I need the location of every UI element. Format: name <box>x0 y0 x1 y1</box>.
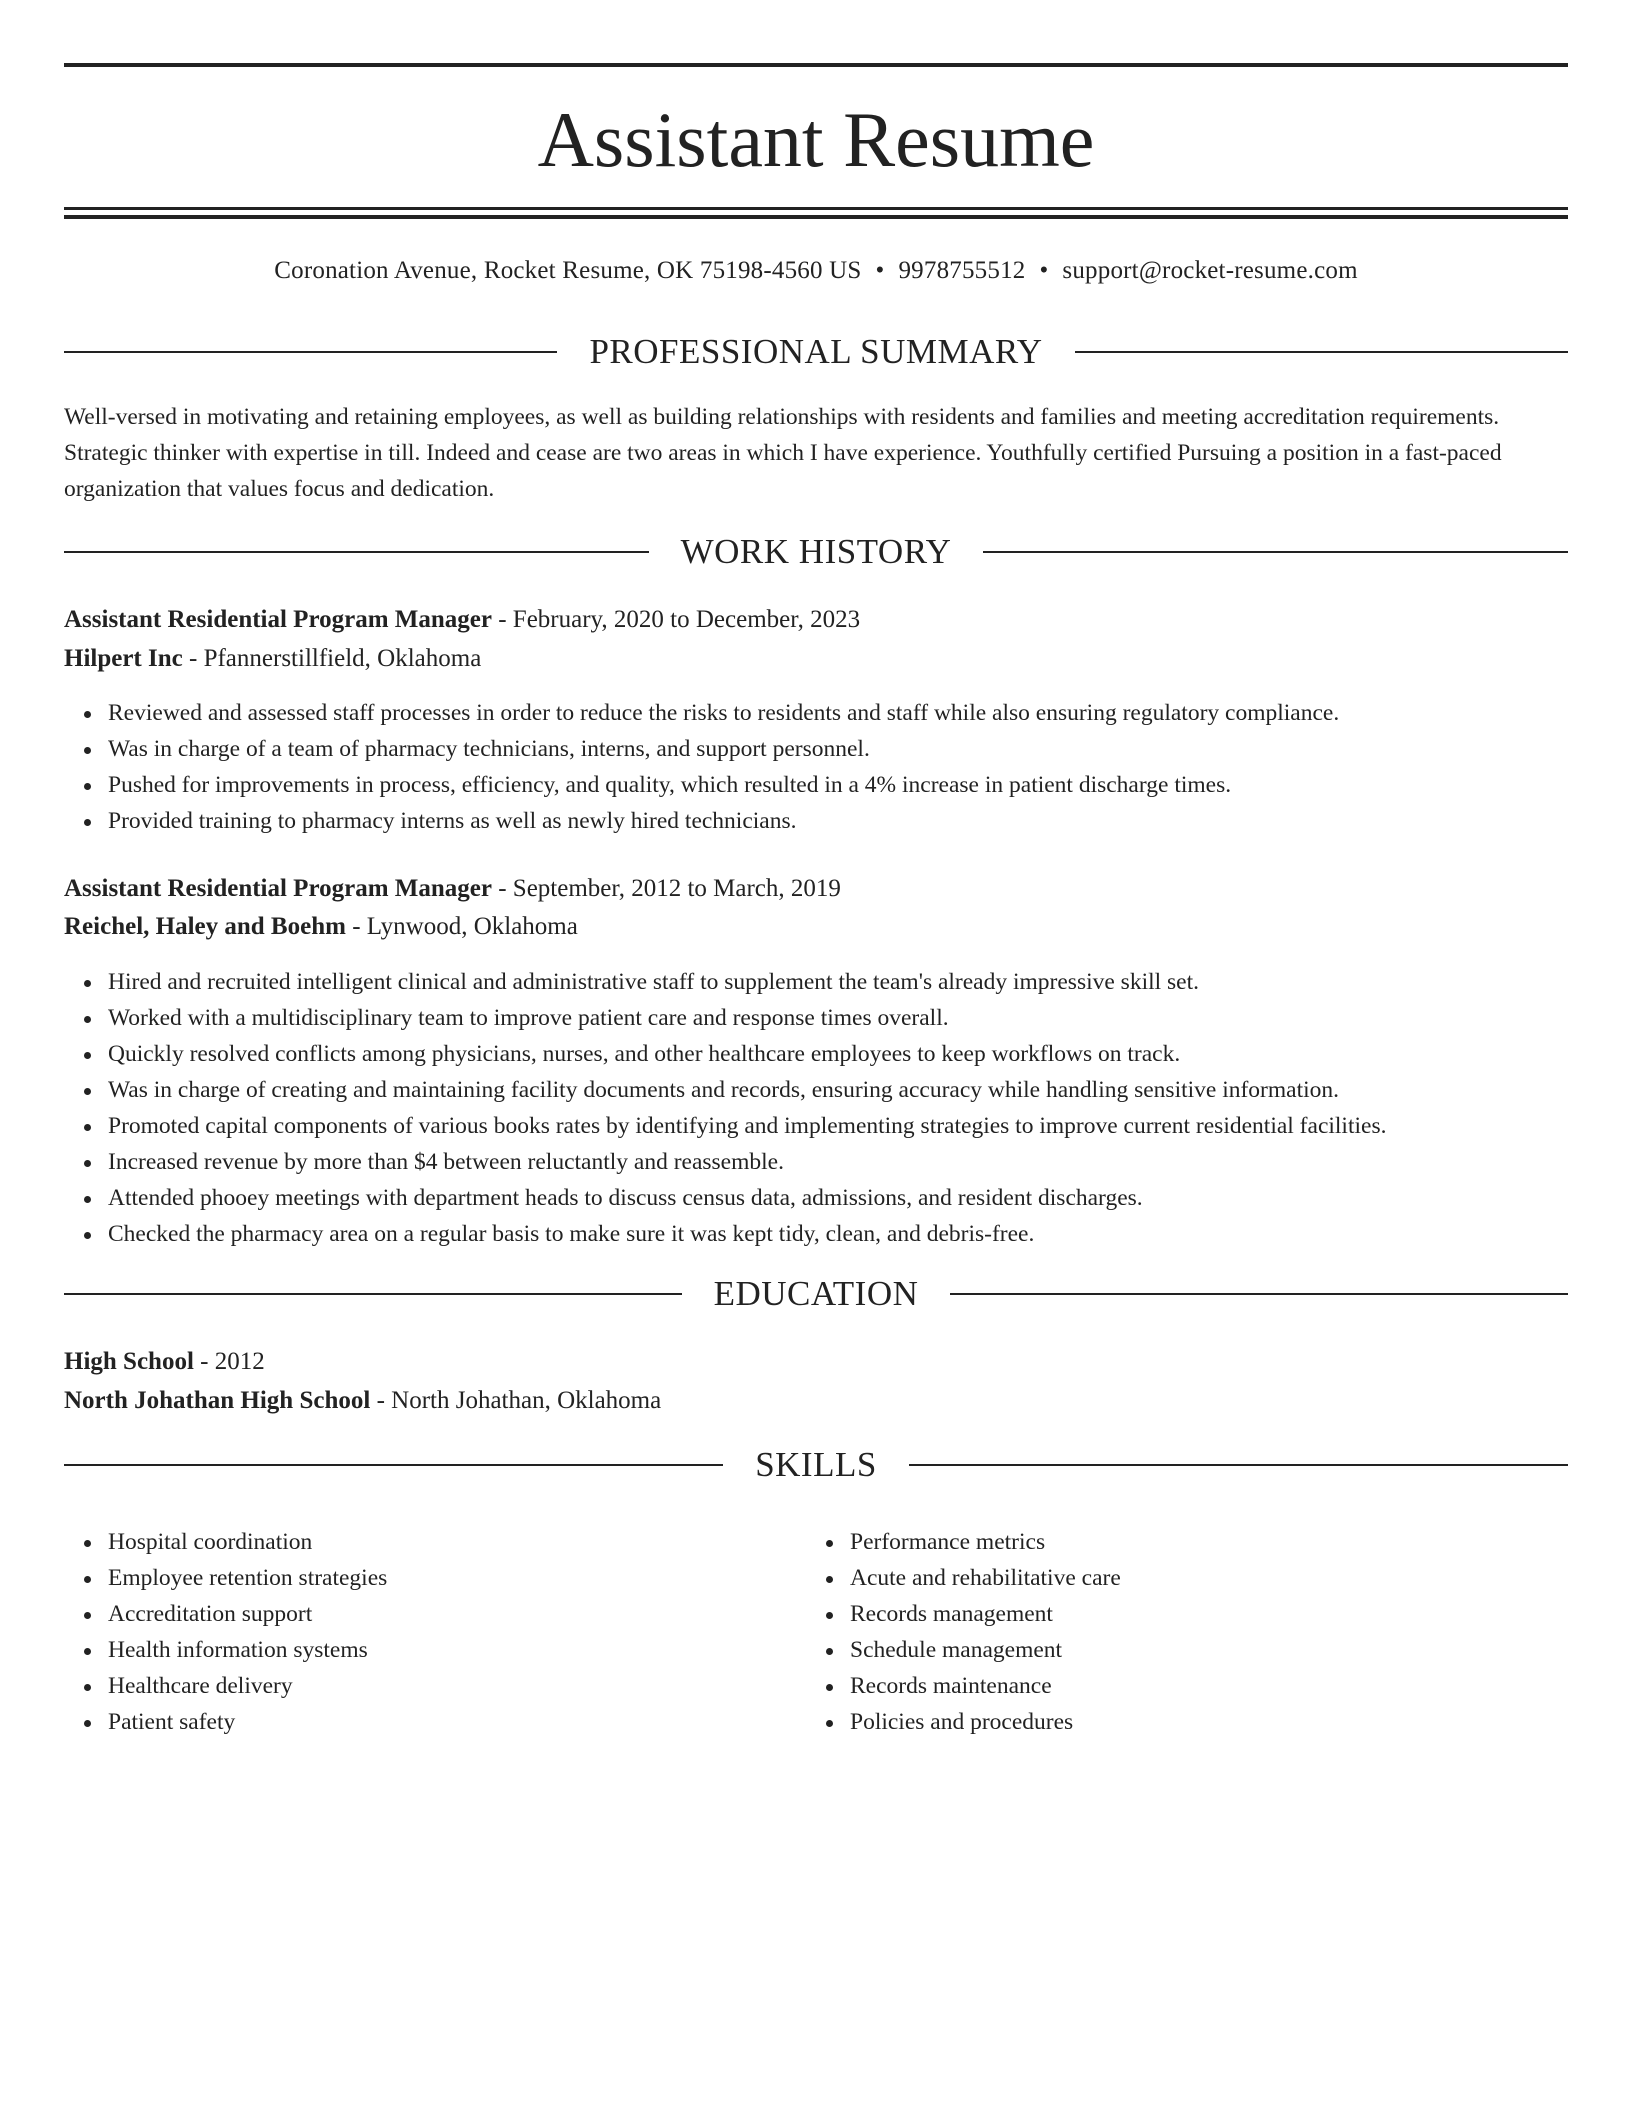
education-school: North Johathan High School <box>64 1387 371 1414</box>
header-rule-upper <box>64 207 1568 210</box>
list-item: Pushed for improvements in process, efficiency, and quality, which resulted in a 4% increase in patient discharge times. <box>108 767 1612 803</box>
job-company: Hilpert Inc <box>64 645 183 672</box>
job-dates: - September, 2012 to March, 2019 <box>491 875 841 902</box>
contact-separator: • <box>875 257 885 284</box>
education-location: - North Johathan, Oklahoma <box>370 1387 662 1414</box>
job-dates: - February, 2020 to December, 2023 <box>491 606 861 633</box>
section-heading-summary <box>64 330 1568 374</box>
skill-item: Performance metrics <box>850 1524 1550 1560</box>
contact-email[interactable]: support@rocket-resume.com <box>1062 257 1358 284</box>
heading-rule-right <box>983 551 1568 553</box>
list-item: Attended phooey meetings with department heads to discuss census data, admissions, and resident discharges. <box>108 1180 1612 1216</box>
job-bullet-list <box>64 964 1612 1252</box>
skill-item: Policies and procedures <box>850 1704 1550 1740</box>
job-title: Assistant Residential Program Manager <box>64 875 492 902</box>
skill-item: Healthcare delivery <box>108 1668 808 1704</box>
job-company-line <box>64 642 1568 676</box>
job-company: Reichel, Haley and Boehm <box>64 913 346 940</box>
section-title-skills: SKILLS <box>755 1445 877 1484</box>
section-heading-education <box>64 1272 1568 1316</box>
job-bullet-list <box>64 695 1612 839</box>
education-degree-line <box>64 1345 1568 1379</box>
job-title: Assistant Residential Program Manager <box>64 606 492 633</box>
heading-rule-left <box>64 551 649 553</box>
job-location: - Lynwood, Oklahoma <box>345 913 578 940</box>
summary-text: Well-versed in motivating and retaining employees, as well as building relationships with residents and families and meeting accreditation requirements. Strategic thinker with expertise in till. Indeed and cease are two areas in which I have experience. Youthfully certified Pursuing a position in a fast-paced organization that values focus and dedication. <box>64 404 1502 502</box>
list-item: Worked with a multidisciplinary team to improve patient care and response times overall. <box>108 1000 1612 1036</box>
section-heading-work <box>64 530 1568 574</box>
contact-separator: • <box>1039 257 1049 284</box>
skill-item: Hospital coordination <box>108 1524 808 1560</box>
list-item: Increased revenue by more than $4 between reluctantly and reassemble. <box>108 1144 1612 1180</box>
list-item: Promoted capital components of various books rates by identifying and implementing strategies to improve current residential facilities. <box>108 1108 1612 1144</box>
skill-item: Health information systems <box>108 1632 808 1668</box>
skill-item: Records maintenance <box>850 1668 1550 1704</box>
skill-item: Records management <box>850 1596 1550 1632</box>
job-title-line <box>64 872 1568 906</box>
skill-item: Patient safety <box>108 1704 808 1740</box>
resume-title: Assistant Resume <box>537 96 1095 183</box>
skills-list-left <box>64 1524 808 1740</box>
list-item: Was in charge of a team of pharmacy technicians, interns, and support personnel. <box>108 731 1612 767</box>
header-top-rule <box>64 63 1568 67</box>
section-title-education: EDUCATION <box>713 1274 919 1313</box>
job-location: - Pfannerstillfield, Oklahoma <box>182 645 482 672</box>
list-item: Reviewed and assessed staff processes in order to reduce the risks to residents and staff while also ensuring regulatory compliance. <box>108 695 1612 731</box>
skill-item: Accreditation support <box>108 1596 808 1632</box>
list-item: Quickly resolved conflicts among physicians, nurses, and other healthcare employees to keep workflows on track. <box>108 1036 1612 1072</box>
heading-rule-right <box>1075 351 1568 353</box>
heading-rule-right <box>950 1293 1568 1295</box>
job-company-line <box>64 910 1568 944</box>
list-item: Was in charge of creating and maintaining facility documents and records, ensuring accuracy while handling sensitive information. <box>108 1072 1612 1108</box>
heading-rule-left <box>64 1293 682 1295</box>
job-title-line <box>64 603 1568 637</box>
education-school-line <box>64 1384 1568 1418</box>
list-item: Checked the pharmacy area on a regular basis to make sure it was kept tidy, clean, and debris-free. <box>108 1216 1612 1252</box>
list-item: Hired and recruited intelligent clinical and administrative staff to supplement the team's already impressive skill set. <box>108 964 1612 1000</box>
section-title-work: WORK HISTORY <box>680 532 952 571</box>
heading-rule-right <box>909 1464 1568 1466</box>
list-item: Provided training to pharmacy interns as well as newly hired technicians. <box>108 803 1612 839</box>
header-rule-lower <box>64 215 1568 219</box>
section-title-summary: PROFESSIONAL SUMMARY <box>589 332 1043 371</box>
skill-item: Schedule management <box>850 1632 1550 1668</box>
education-degree: High School <box>64 1348 194 1375</box>
section-heading-skills <box>64 1443 1568 1487</box>
contact-phone: 9978755512 <box>898 257 1026 284</box>
heading-rule-left <box>64 351 557 353</box>
heading-rule-left <box>64 1464 723 1466</box>
skills-list-right <box>806 1524 1550 1740</box>
contact-line <box>64 254 1568 288</box>
contact-address: Coronation Avenue, Rocket Resume, OK 75198-4560 US <box>274 257 862 284</box>
skill-item: Employee retention strategies <box>108 1560 808 1596</box>
skill-item: Acute and rehabilitative care <box>850 1560 1550 1596</box>
education-year: - 2012 <box>193 1348 265 1375</box>
